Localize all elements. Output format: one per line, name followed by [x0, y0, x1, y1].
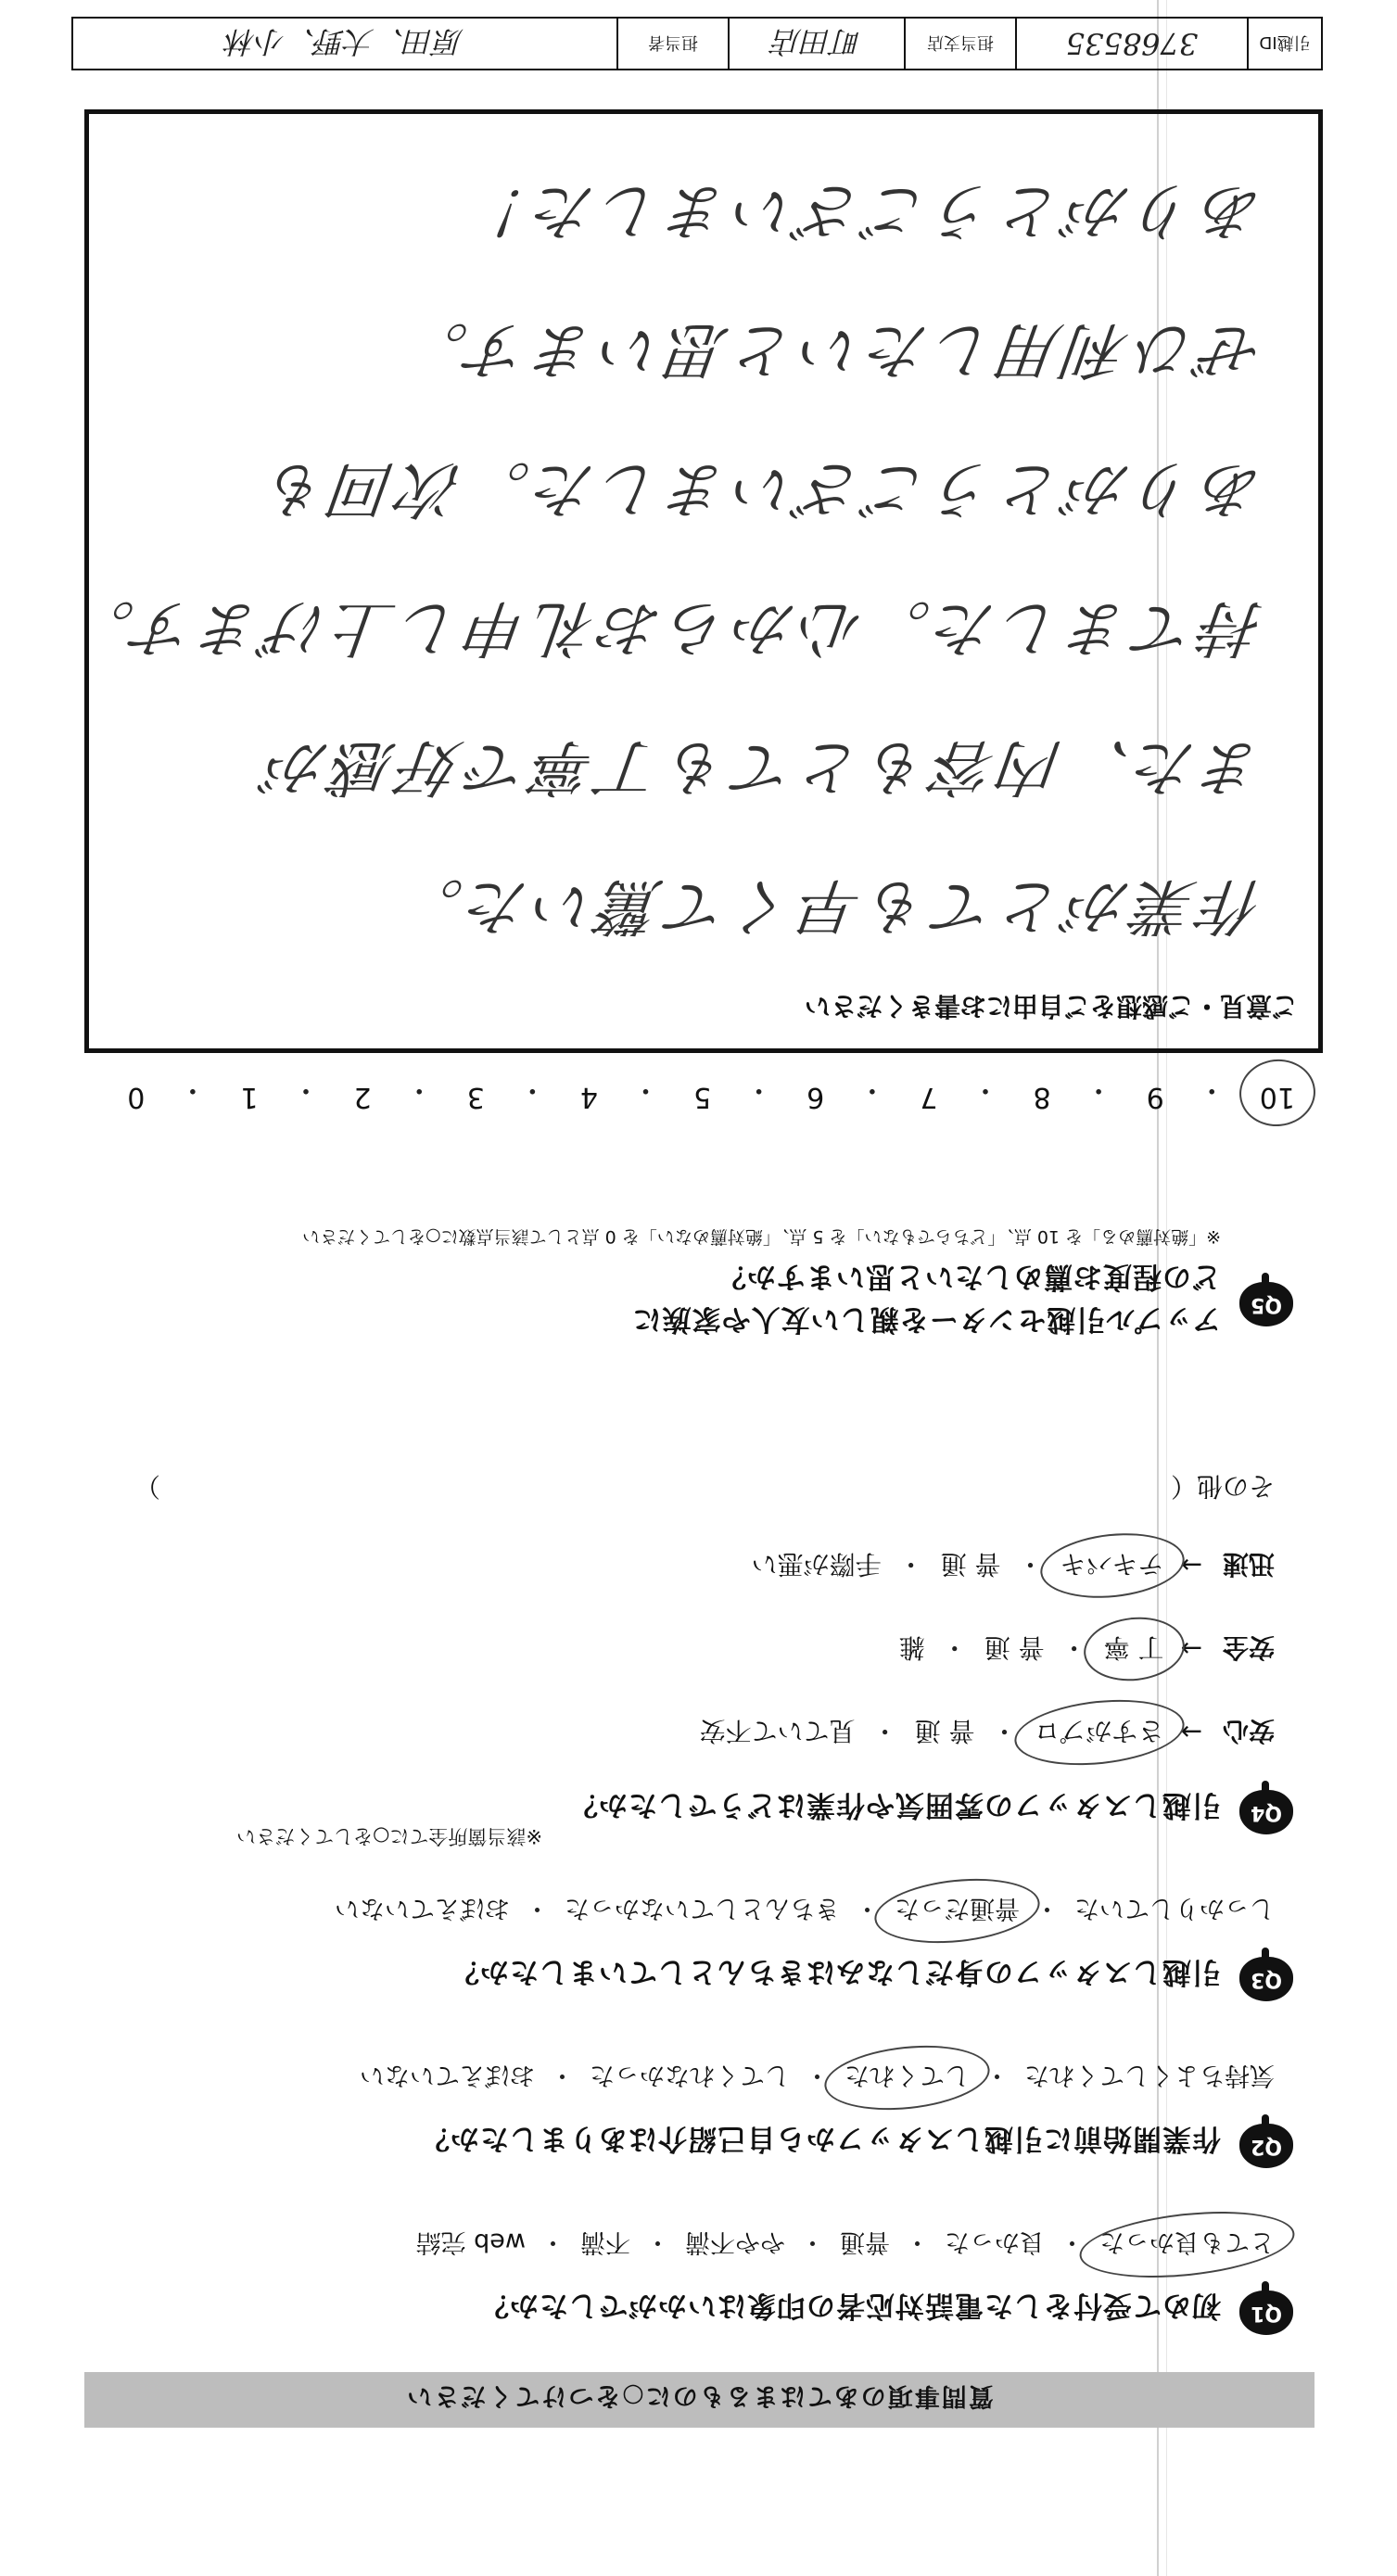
branch-label: 担当支店	[904, 19, 1015, 69]
q5-score[interactable]: 9	[1146, 1081, 1164, 1113]
q5-score[interactable]: 2	[353, 1081, 372, 1113]
question-2	[134, 2038, 1293, 2168]
q4-option-selected[interactable]: テキパキ	[1060, 1547, 1164, 1584]
q1-option[interactable]: 普通	[840, 2227, 890, 2256]
q5-score-selected[interactable]: 10	[1260, 1072, 1295, 1113]
q4-option[interactable]: 見ていて不安	[699, 1716, 856, 1746]
q2-option[interactable]: おぼえていない	[360, 2061, 535, 2089]
q3-option[interactable]: きちんとしていなかった	[565, 1894, 840, 1922]
q4-option-selected[interactable]: さすがプロ	[1035, 1714, 1164, 1751]
q1-text: 初めて受付をした電話対応者の印象はいかがでしたか？	[479, 2289, 1221, 2322]
comment-box[interactable]	[62, 109, 1323, 1053]
id-table	[71, 17, 1323, 70]
q5-scale: 10 ・ 9 ・ 8 ・ 7 ・ 6 ・ 5 ・ 4 ・ 3 ・ 2 ・ 1 ・ 0	[127, 1073, 1295, 1113]
q4-text: 引越しスタッフの雰囲気や作業はどうでしたか？	[568, 1788, 1221, 1821]
q1-options: とても良かった ・ 良かった ・ 普通 ・ やや不満 ・ 不満 ・ web 完結	[416, 2227, 1275, 2263]
q5-score[interactable]: 6	[806, 1081, 825, 1113]
q2-text: 作業開始前に引越しスタッフから自己紹介はありましたか？	[420, 2122, 1221, 2155]
q3-text: 引越しスタッフの身だしなみはきちんとしていましたか？	[450, 1955, 1221, 1988]
q4-row-anzen: 安全 → 丁 寧 ・ 普 通 ・ 雑	[899, 1631, 1275, 1668]
q4-other-close: ）	[134, 1471, 161, 1502]
q4-row-key: 安心	[1222, 1716, 1275, 1746]
q4-row-key: 迅速	[1222, 1549, 1275, 1580]
q2-options: 気持ちよくしてくれた ・ してくれた ・ してくれなかった ・ おぼえていない	[360, 2060, 1275, 2096]
q2-option[interactable]: 気持ちよくしてくれた	[1024, 2061, 1275, 2089]
q4-note: ※該当箇所全てに○をしてください	[236, 1825, 542, 1847]
arrow-right-icon: →	[1180, 1633, 1202, 1665]
q3-option[interactable]: しっかりしていた	[1074, 1894, 1275, 1922]
q3-option[interactable]: おぼえていない	[335, 1894, 510, 1922]
q5-score[interactable]: 8	[1033, 1081, 1051, 1113]
q1-option[interactable]: web 完結	[415, 2227, 526, 2256]
q5-score[interactable]: 3	[466, 1081, 485, 1113]
q1-option[interactable]: 不満	[580, 2227, 630, 2256]
q4-option[interactable]: 雑	[898, 1632, 925, 1663]
q1-option-selected[interactable]: とても良かった	[1099, 2227, 1275, 2263]
q4-other-label: その他（	[1170, 1471, 1275, 1502]
question-header-band	[84, 2372, 1314, 2428]
question-4	[134, 1464, 1293, 1847]
q5-score[interactable]: 7	[920, 1081, 938, 1113]
q5-score[interactable]: 5	[693, 1081, 712, 1113]
question-3	[134, 1872, 1293, 2001]
q2-option-selected[interactable]: してくれた	[845, 2060, 970, 2096]
q4-row-key: 安全	[1222, 1632, 1275, 1663]
q5-note: ※「絶対薦める」を 10 点、「どちらでもない」を 5 点、「絶対薦めない」を 0 点として該当点数に○をしてください	[302, 1226, 1221, 1247]
comment-handwritten-line: ありがとうございました。次回も	[258, 453, 1267, 525]
branch-value: 町田店	[728, 19, 904, 69]
comment-handwritten-line: また、内容もとても丁寧で好感が	[258, 731, 1267, 803]
staff-label: 担当者	[616, 19, 728, 69]
q4-option[interactable]: 普 通	[984, 1632, 1045, 1663]
q1-option[interactable]: やや不満	[685, 2227, 785, 2256]
q3-option-selected[interactable]: 普通だった	[895, 1893, 1020, 1929]
q4-other-row	[134, 1469, 1275, 1506]
q4-option[interactable]: 普 通	[914, 1716, 975, 1746]
q5-score[interactable]: 1	[240, 1081, 259, 1113]
comment-handwritten-line: ぜひ利用したいと思います。	[396, 314, 1267, 386]
q4-option-selected[interactable]: 丁 寧	[1104, 1631, 1164, 1668]
q5-badge: Q5	[1239, 1282, 1293, 1326]
comment-handwritten-line: ありがとうございました！	[458, 175, 1267, 247]
q3-options: しっかりしていた ・ 普通だった ・ きちんとしていなかった ・ おぼえていない	[335, 1893, 1275, 1929]
comment-handwritten-line: 作業がとても早くて驚いた。	[391, 870, 1267, 942]
q5-text-line1: アップル引越センターを親しい友人や家族に	[631, 1302, 1221, 1336]
comment-handwritten-line: 持てました。心からお礼申し上げます。	[62, 592, 1267, 664]
question-5	[134, 1121, 1293, 1343]
q5-text-line2: どの程度お薦めしたいと思いますか？	[717, 1260, 1221, 1293]
header-band-text: 質問事項のあてはまるものに○をつけてください	[405, 2381, 994, 2410]
q2-option[interactable]: してくれなかった	[590, 2061, 790, 2089]
q4-row-jinsoku: 迅速 → テキパキ ・ 普 通 ・ 手際が悪い	[752, 1547, 1275, 1584]
comment-heading: ご意見・ご感想をご自由にお書きください	[804, 991, 1298, 1022]
q4-option[interactable]: 手際が悪い	[751, 1549, 882, 1580]
q1-badge: Q1	[1239, 2290, 1293, 2335]
arrow-right-icon: →	[1180, 1550, 1202, 1581]
q1-option[interactable]: 良かった	[945, 2227, 1045, 2256]
q5-score[interactable]: 4	[579, 1081, 598, 1113]
move-id-value: 3768535	[1015, 19, 1247, 69]
q4-row-anshin: 安心 → さすがプロ ・ 普 通 ・ 見ていて不安	[700, 1714, 1275, 1751]
q4-option[interactable]: 普 通	[940, 1549, 1001, 1580]
q3-badge: Q3	[1239, 1957, 1293, 2001]
q5-score[interactable]: 0	[127, 1081, 146, 1113]
question-1	[134, 2205, 1293, 2335]
q4-badge: Q4	[1239, 1790, 1293, 1834]
q2-badge: Q2	[1239, 2124, 1293, 2168]
arrow-right-icon: →	[1180, 1717, 1202, 1748]
move-id-label: 引越ID	[1247, 19, 1321, 69]
staff-value: 原田、大野、小林	[226, 24, 464, 59]
